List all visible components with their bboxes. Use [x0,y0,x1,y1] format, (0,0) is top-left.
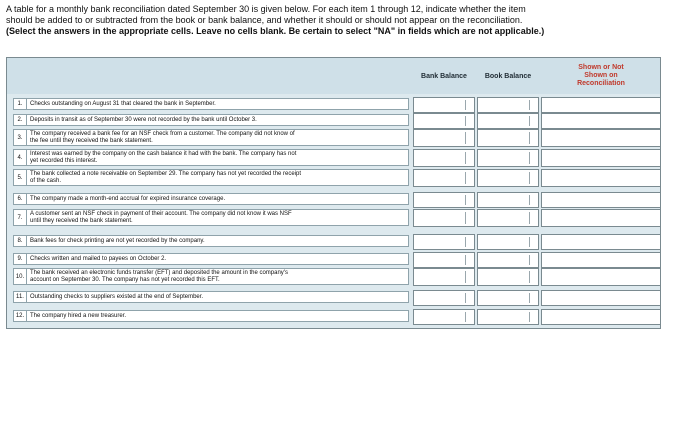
item-description [13,291,409,303]
book-balance-select[interactable] [477,97,539,113]
item-number: 11. [14,292,27,302]
item-number: 6. [14,194,27,204]
item-text: The company hired a new treasurer. [30,312,127,319]
bank-balance-select[interactable] [413,149,475,167]
shown-on-reconciliation-select[interactable] [541,97,661,113]
bank-balance-select[interactable] [413,192,475,208]
bank-balance-select[interactable] [413,268,475,286]
table-header [7,58,660,94]
item-text: A customer sent an NSF check in payment of their account. The company did not know it was NSF until they received the bank statement. [30,210,292,224]
book-balance-select[interactable] [477,192,539,208]
item-text: Interest was earned by the company on the cash balance it had with the bank. The company has not yet recorded this interest. [30,150,297,164]
item-text: The company received a bank fee for an NSF check from a customer. The company did not know of the fee until they received the bank statement. [30,130,295,144]
item-number: 9. [14,254,27,264]
instructions [6,4,606,37]
item-number: 5. [14,170,27,185]
item-number: 8. [14,236,27,246]
item-description [13,310,409,322]
item-number: 3. [14,130,27,145]
book-balance-select[interactable] [477,290,539,306]
table-row [7,308,660,324]
table-row [7,96,660,112]
shown-on-reconciliation-select[interactable] [541,309,661,325]
table-row [7,208,660,228]
header-book-balance: Book Balance [484,72,532,80]
book-balance-select[interactable] [477,169,539,187]
shown-on-reconciliation-select[interactable] [541,209,661,227]
shown-on-reconciliation-select[interactable] [541,149,661,167]
table-row [7,233,660,249]
item-description [13,149,409,166]
item-description [13,209,409,226]
instructions-line-3: (Select the answers in the appropriate cells. Leave no cells blank. Be certain to select "NA" in fields which are not applicable.) [6,26,545,36]
item-number: 12. [14,311,27,321]
shown-on-reconciliation-select[interactable] [541,234,661,250]
item-text: The bank collected a note receivable on September 29. The company has not yet recorded the receipt of the cash. [30,170,302,184]
book-balance-select[interactable] [477,209,539,227]
table-row [7,289,660,305]
bank-balance-select[interactable] [413,234,475,250]
item-description [13,193,409,205]
bank-balance-select[interactable] [413,209,475,227]
item-description [13,235,409,247]
table-row [7,191,660,207]
table-row [7,112,660,128]
item-text: Checks outstanding on August 31 that cleared the bank in September. [30,100,216,107]
book-balance-select[interactable] [477,113,539,129]
item-number: 1. [14,99,27,109]
reconciliation-table [6,57,661,329]
item-text: Deposits in transit as of September 30 were not recorded by the bank until October 3. [30,116,257,123]
item-number: 4. [14,150,27,165]
item-text: Outstanding checks to suppliers existed at the end of September. [30,293,204,300]
item-text: Bank fees for check printing are not yet recorded by the company. [30,237,205,244]
item-description [13,268,409,285]
instructions-line-2: should be added to or subtracted from the book or bank balance, and whether it should or should not appear on the reconciliation. [6,15,523,25]
bank-balance-select[interactable] [413,169,475,187]
header-shown-on-reconciliation: Shown or Not Shown on Reconciliation [577,64,625,87]
book-balance-select[interactable] [477,309,539,325]
book-balance-select[interactable] [477,268,539,286]
table-row [7,168,660,188]
table-row [7,267,660,287]
item-description [13,114,409,126]
book-balance-select[interactable] [477,129,539,147]
item-description [13,253,409,265]
book-balance-select[interactable] [477,234,539,250]
table-row [7,128,660,148]
item-number: 7. [14,210,27,225]
item-description [13,169,409,186]
bank-balance-select[interactable] [413,129,475,147]
item-number: 2. [14,115,27,125]
item-number: 10. [14,269,27,284]
book-balance-select[interactable] [477,149,539,167]
shown-on-reconciliation-select[interactable] [541,192,661,208]
shown-on-reconciliation-select[interactable] [541,113,661,129]
item-description [13,129,409,146]
bank-balance-select[interactable] [413,290,475,306]
bank-balance-select[interactable] [413,252,475,268]
bank-balance-select[interactable] [413,309,475,325]
header-bank-balance: Bank Balance [421,72,467,80]
table-row [7,148,660,168]
shown-on-reconciliation-select[interactable] [541,252,661,268]
shown-on-reconciliation-select[interactable] [541,169,661,187]
item-text: The bank received an electronic funds transfer (EFT) and deposited the amount in the company's account on September 30. The company has not yet recorded this EFT. [30,269,288,283]
item-description [13,98,409,110]
bank-balance-select[interactable] [413,113,475,129]
instructions-line-1: A table for a monthly bank reconciliation dated September 30 is given below. For each item 1 through 12, indicate whether the item [6,4,526,14]
shown-on-reconciliation-select[interactable] [541,290,661,306]
table-row [7,251,660,267]
shown-on-reconciliation-select[interactable] [541,268,661,286]
item-text: The company made a month-end accrual for expired insurance coverage. [30,195,226,202]
shown-on-reconciliation-select[interactable] [541,129,661,147]
book-balance-select[interactable] [477,252,539,268]
bank-balance-select[interactable] [413,97,475,113]
item-text: Checks written and mailed to payees on October 2. [30,255,167,262]
